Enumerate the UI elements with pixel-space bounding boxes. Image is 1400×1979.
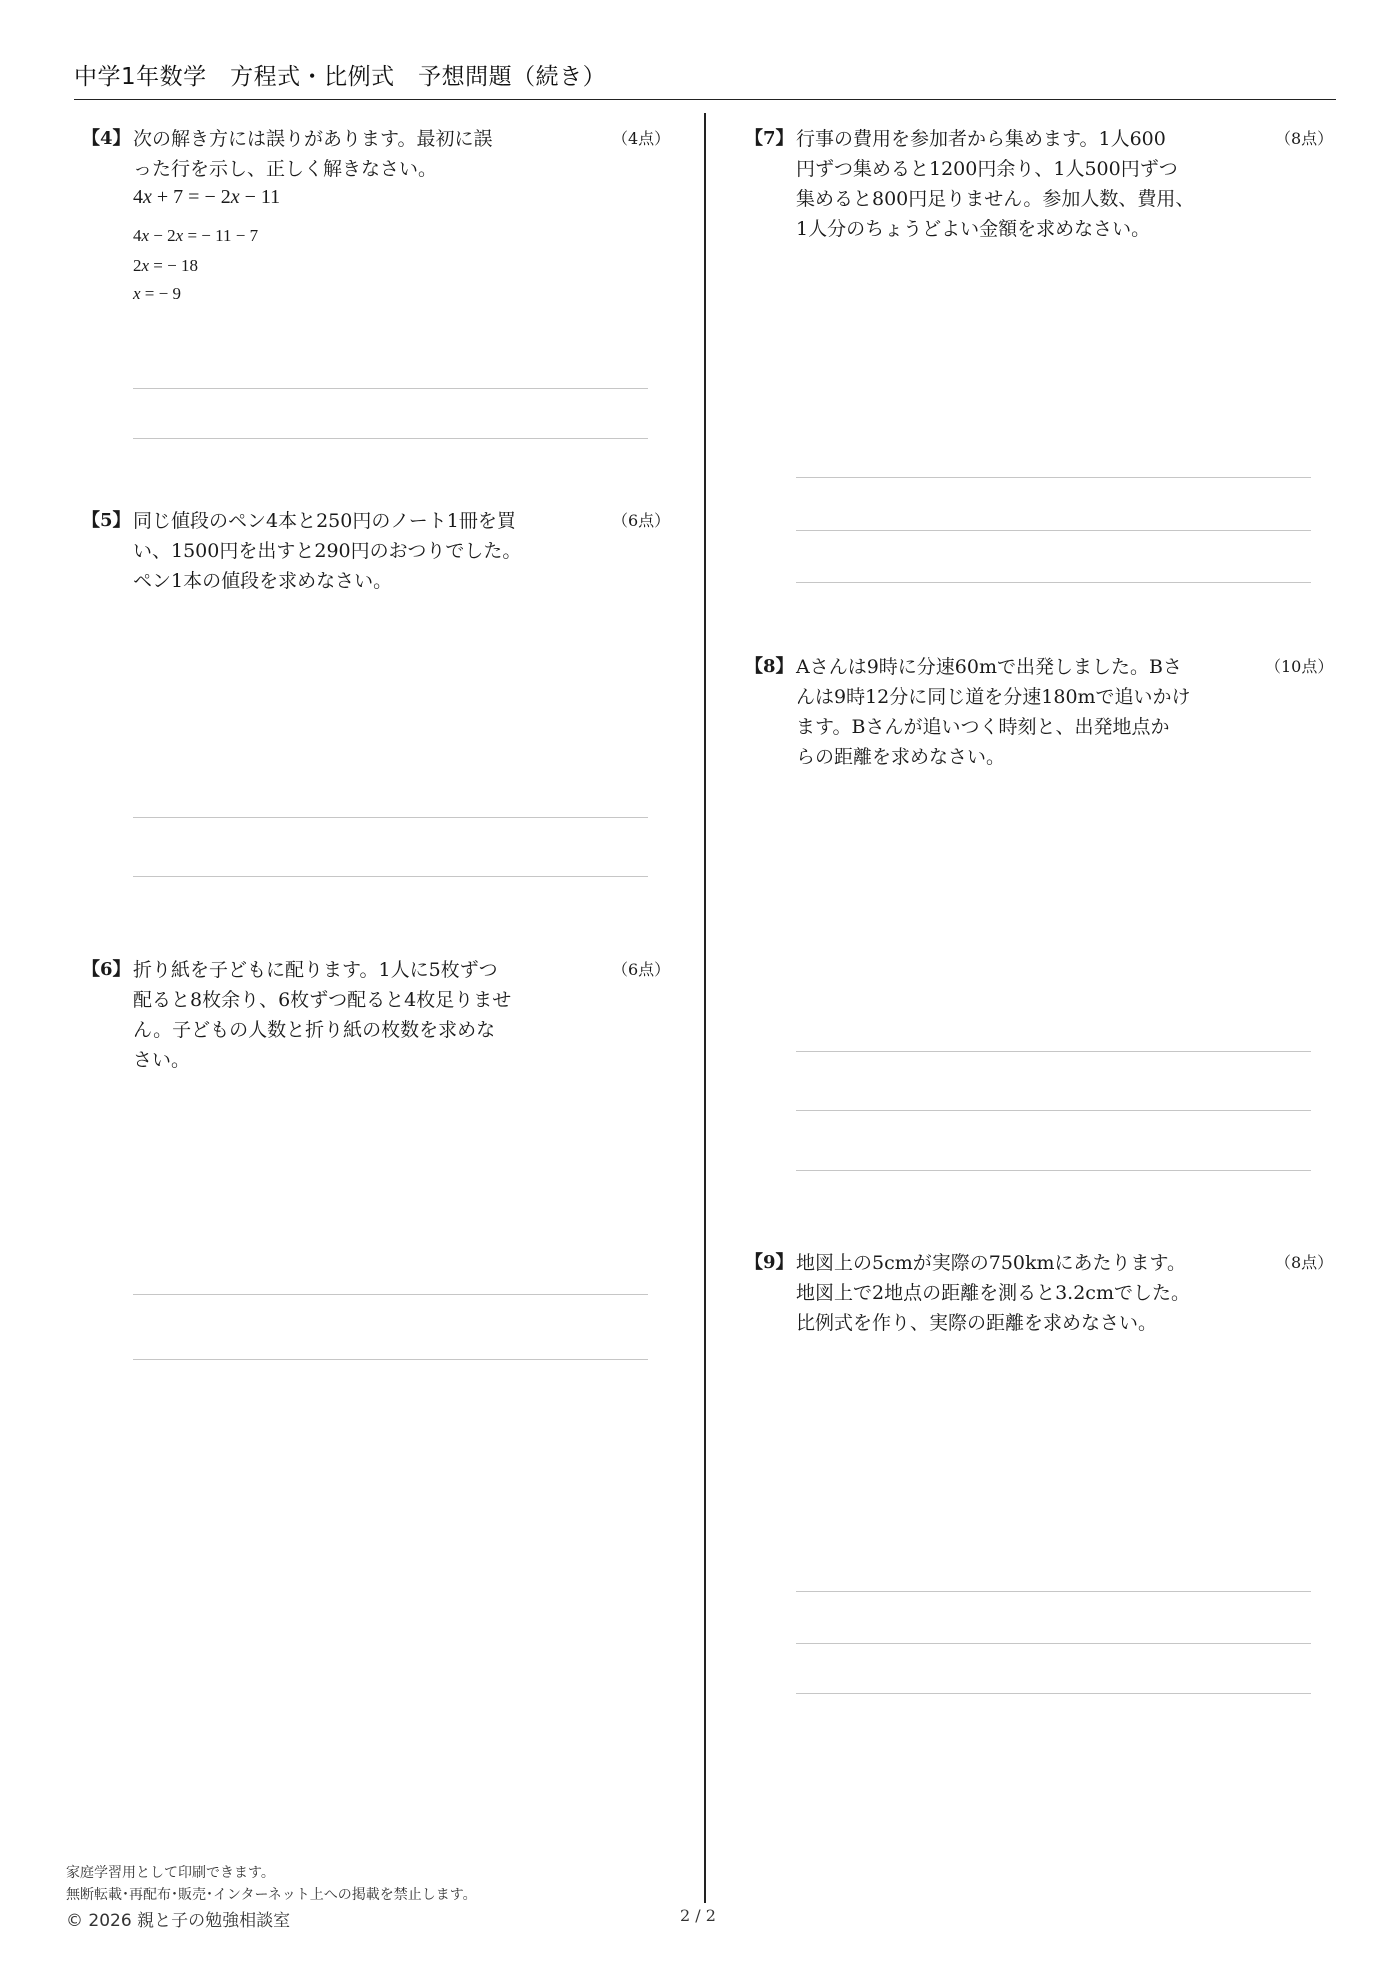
- problem-text: [796, 124, 1194, 244]
- problem-line: Aさんは9時に分速60mで出発しました。Bさ: [796, 656, 1182, 678]
- problem-line: 配ると8枚余り、6枚ずつ配ると4枚足りませ: [133, 989, 512, 1011]
- column-divider: [704, 113, 706, 1903]
- problem-points: （4点）: [612, 129, 671, 148]
- problem-line: 次の解き方には誤りがあります。最初に誤: [133, 128, 493, 150]
- problem-line: んは9時12分に同じ道を分速180mで追いかけ: [796, 686, 1191, 708]
- answer-line: [796, 1693, 1311, 1694]
- answer-line: [133, 388, 648, 389]
- problem-line: 円ずつ集めると1200円余り、1人500円ずつ: [796, 158, 1178, 180]
- answer-line: [796, 530, 1311, 531]
- problem-number: 【6】: [82, 959, 131, 980]
- problem-number: 【8】: [745, 656, 794, 677]
- problem-line: 比例式を作り、実際の距離を求めなさい。: [796, 1312, 1158, 1334]
- problem-line: さい。: [133, 1049, 191, 1071]
- answer-line: [796, 1051, 1311, 1052]
- problem-text: [133, 955, 511, 1075]
- answer-line: [796, 1591, 1311, 1592]
- problem-line: 地図上の5cmが実際の750kmにあたります。: [796, 1252, 1187, 1274]
- equation-line: 4x + 7 = − 2x − 11: [133, 186, 281, 208]
- answer-line: [796, 1643, 1311, 1644]
- problem-points: （6点）: [612, 511, 671, 530]
- problem-line: 折り紙を子どもに配ります。1人に5枚ずつ: [133, 959, 498, 981]
- problem-line: 集めると800円足りません。参加人数、費用、: [796, 188, 1195, 210]
- answer-line: [133, 438, 648, 439]
- problem-number: 【4】: [82, 128, 131, 149]
- problem-text: [133, 124, 492, 184]
- problem-points: （8点）: [1275, 1253, 1334, 1272]
- answer-line: [796, 477, 1311, 478]
- problem-text: [796, 1248, 1190, 1338]
- problem-number: 【7】: [745, 128, 794, 149]
- footer-copyright: © 2026 親と子の勉強相談室: [66, 1911, 291, 1931]
- problem-points: （10点）: [1265, 657, 1334, 676]
- page-title: 中学1年数学 方程式・比例式 予想問題（続き）: [74, 64, 607, 90]
- problem-text: [796, 652, 1191, 772]
- answer-line: [796, 1110, 1311, 1111]
- problem-line: い、1500円を出すと290円のおつりでした。: [133, 540, 522, 562]
- page-number: 2 / 2: [680, 1906, 716, 1925]
- problem-line: ペン1本の値段を求めなさい。: [133, 570, 393, 592]
- answer-line: [133, 1294, 648, 1295]
- problem-number: 【5】: [82, 510, 131, 531]
- answer-line: [796, 1170, 1311, 1171]
- problem-points: （8点）: [1275, 129, 1334, 148]
- answer-line: [133, 817, 648, 818]
- problem-line: った行を示し、正しく解きなさい。: [133, 158, 438, 180]
- work-line: 4x − 2x = − 11 − 7: [133, 226, 259, 245]
- problem-text: [133, 506, 521, 596]
- title-rule: [74, 99, 1336, 100]
- problem-line: 地図上で2地点の距離を測ると3.2cmでした。: [796, 1282, 1190, 1304]
- problem-line: 同じ値段のペン4本と250円のノート1冊を買: [133, 510, 516, 532]
- answer-line: [796, 582, 1311, 583]
- problem-line: ん。子どもの人数と折り紙の枚数を求めな: [133, 1019, 496, 1041]
- answer-line: [133, 1359, 648, 1360]
- footer-copyright-notice: 無断転載･再配布･販売･インターネット上への掲載を禁止します。: [66, 1887, 477, 1903]
- problem-line: ます。Bさんが追いつく時刻と、出発地点か: [796, 716, 1170, 738]
- answer-line: [133, 876, 648, 877]
- work-line: x = − 9: [133, 284, 181, 303]
- problem-line: 1人分のちょうどよい金額を求めなさい。: [796, 218, 1151, 240]
- problem-points: （6点）: [612, 960, 671, 979]
- problem-line: らの距離を求めなさい。: [796, 746, 1006, 768]
- problem-number: 【9】: [745, 1252, 794, 1273]
- footer-print-note: 家庭学習用として印刷できます。: [66, 1865, 275, 1881]
- problem-line: 行事の費用を参加者から集めます。1人600: [796, 128, 1166, 150]
- work-line: 2x = − 18: [133, 256, 198, 275]
